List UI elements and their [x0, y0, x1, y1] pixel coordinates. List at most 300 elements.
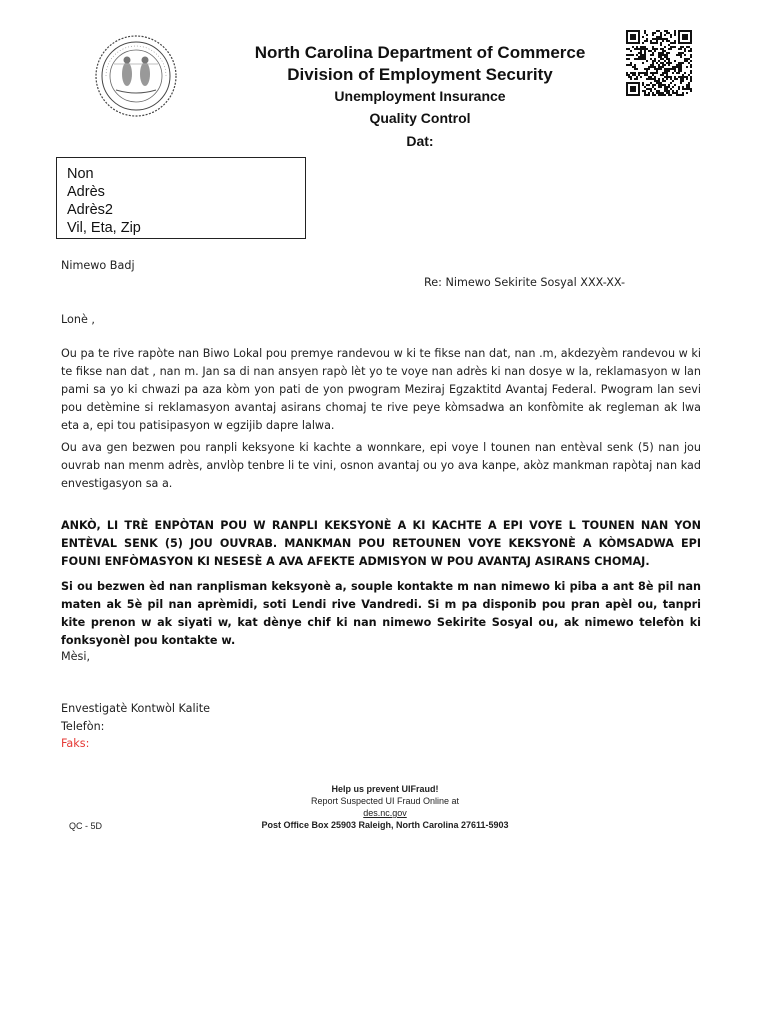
qr-module [654, 72, 656, 74]
qr-module [650, 76, 652, 78]
qr-module [654, 76, 656, 78]
qr-module [654, 68, 656, 70]
qr-module [662, 50, 664, 52]
qr-module [646, 70, 648, 72]
qr-module [674, 34, 676, 36]
qr-module [660, 94, 662, 96]
paragraph-questionnaire: Ou ava gen bezwen pou ranpli keksyone ki kachte a wonnkare, epi voye l tounen nan entèval senk (5) nan jou ouvrab nan menm adrès, anvlòp tenbre li te vini, osnon avantaj ou yo ava kanpe, akòz mankman rapòtaj nan kad envestigasyon sa a. [61, 441, 701, 490]
qr-module [690, 80, 692, 82]
qr-module [648, 68, 650, 70]
qr-module [662, 54, 664, 56]
qr-module [640, 52, 642, 54]
qr-module [676, 92, 678, 94]
qr-module [646, 94, 648, 96]
qr-module [630, 54, 632, 56]
qr-module [690, 70, 692, 72]
qr-module [660, 42, 662, 44]
qr-module [644, 54, 646, 56]
qr-module [656, 40, 658, 42]
qr-module [682, 88, 684, 90]
qr-module [658, 82, 660, 84]
qr-module [644, 92, 646, 94]
qr-module [650, 78, 652, 80]
qr-module [644, 94, 646, 96]
qr-module [686, 58, 688, 60]
qr-module [658, 66, 660, 68]
qr-module [652, 66, 654, 68]
qr-module [652, 64, 654, 66]
qr-module [678, 86, 680, 88]
qr-module [668, 76, 670, 78]
qr-module [656, 72, 658, 74]
qr-module [662, 64, 664, 66]
qr-module [636, 54, 638, 56]
qr-module [670, 48, 672, 50]
qr-module [646, 84, 648, 86]
qr-module [668, 84, 670, 86]
qr-module [662, 66, 664, 68]
qr-code [626, 30, 692, 96]
qr-module [664, 76, 666, 78]
qr-module [654, 32, 656, 34]
qr-module [674, 46, 676, 48]
qr-module [662, 74, 664, 76]
qr-module [664, 50, 666, 52]
qr-module [642, 58, 644, 60]
qr-module [670, 94, 672, 96]
qr-module [672, 90, 674, 92]
qr-module [658, 36, 660, 38]
qr-module [664, 86, 666, 88]
qr-module [668, 70, 670, 72]
qr-module [690, 60, 692, 62]
qr-module [640, 72, 642, 74]
qr-module [654, 38, 656, 40]
qr-module [652, 92, 654, 94]
qr-module [682, 94, 684, 96]
qr-module [640, 58, 642, 60]
qr-module [686, 78, 688, 80]
qr-module [668, 64, 670, 66]
qr-module [680, 54, 682, 56]
qr-module [646, 34, 648, 36]
qr-module [636, 68, 638, 70]
qr-module [680, 70, 682, 72]
qr-module [678, 48, 680, 50]
qr-module [644, 86, 646, 88]
paragraph-missed-appointment: Ou pa te rive rapòte nan Biwo Lokal pou premye randevou w ki te fikse nan dat, nan .m, akdezyèm randevou w ki te fikse nan dat , nan m. Jan sa di nan ansyen rapò lèt yo te voye nan adrès ki nan dosye w la, reklamasyon w lan pami sa yo ki chwazi pa aza kòm yon pati de yon pwogram Meziraj Egzaktitd Avantaj Federal. Pwogram lan sevi pou detèmine si reklamasyon avantaj asirans chomaj te rive peye kòmsadwa an konfòmite ak regleman ak lwa eta a, epi tou patisipasyon w egzijib dapre lalwa. [61, 347, 701, 432]
qr-module [686, 88, 688, 90]
qr-module [684, 60, 686, 62]
qr-module [644, 48, 646, 50]
qr-module [654, 94, 656, 96]
qr-module [660, 58, 662, 60]
qr-module [632, 74, 634, 76]
qr-module [642, 42, 644, 44]
qr-module [686, 92, 688, 94]
qr-module [650, 42, 652, 44]
qr-module [672, 80, 674, 82]
qr-module [644, 58, 646, 60]
qr-module [684, 48, 686, 50]
qr-module [654, 78, 656, 80]
qr-module [678, 76, 680, 78]
qr-module [656, 80, 658, 82]
qr-module [662, 80, 664, 82]
qr-module [690, 50, 692, 52]
qr-module [666, 72, 668, 74]
qr-module [686, 46, 688, 48]
qr-module [672, 72, 674, 74]
qr-module [656, 38, 658, 40]
qr-module [642, 54, 644, 56]
qr-module [648, 76, 650, 78]
phone-label: Telefòn: [61, 720, 105, 733]
qr-module [690, 76, 692, 78]
qr-module [652, 52, 654, 54]
qr-module [662, 84, 664, 86]
fax-label: Faks: [61, 737, 90, 750]
qr-module [654, 60, 656, 62]
qr-module [654, 58, 656, 60]
qr-module [674, 84, 676, 86]
qr-module [658, 38, 660, 40]
qr-module [648, 66, 650, 68]
qr-module [654, 84, 656, 86]
qr-module [650, 64, 652, 66]
signer-title: Envestigatè Kontwòl Kalite [61, 702, 211, 715]
qr-module [658, 94, 660, 96]
address-line-city: Vil, Eta, Zip [67, 220, 141, 236]
qr-module [660, 34, 662, 36]
fraud-report-text: Report Suspected UI Fraud Online at [310, 796, 460, 806]
qr-module [660, 54, 662, 56]
qr-module [634, 58, 636, 60]
qr-module [660, 66, 662, 68]
qr-module [658, 84, 660, 86]
qr-module [652, 84, 654, 86]
qr-module [682, 80, 684, 82]
qr-module [650, 82, 652, 84]
qr-module [666, 88, 668, 90]
qr-module [626, 74, 628, 76]
qr-module [674, 76, 676, 78]
qr-module [650, 90, 652, 92]
qr-module [682, 46, 684, 48]
qr-module [660, 44, 662, 46]
form-code: QC - 5D [69, 821, 103, 831]
qr-module [662, 48, 664, 50]
qr-module [680, 94, 682, 96]
qr-module [678, 52, 680, 54]
qr-module [664, 64, 666, 66]
qr-module [628, 76, 630, 78]
qr-module [674, 60, 676, 62]
mailing-address: Post Office Box 25903 Raleigh, North Carolina 27611-5903 [261, 820, 509, 830]
qr-module [670, 68, 672, 70]
qr-module [660, 52, 662, 54]
qr-module [652, 42, 654, 44]
qr-module [652, 60, 654, 62]
qr-module [690, 56, 692, 58]
qr-module [646, 78, 648, 80]
qr-module [658, 52, 660, 54]
qr-module [660, 82, 662, 84]
program-title: Unemployment Insurance [334, 88, 506, 104]
qr-module [666, 68, 668, 70]
qr-module [664, 70, 666, 72]
qr-module [642, 82, 644, 84]
qr-finder [630, 86, 636, 92]
qr-module [642, 62, 644, 64]
qr-module [654, 50, 656, 52]
qr-module [650, 54, 652, 56]
qr-module [668, 32, 670, 34]
qr-module [652, 32, 654, 34]
qr-module [626, 54, 628, 56]
qr-module [686, 60, 688, 62]
qr-module [634, 74, 636, 76]
qr-module [676, 94, 678, 96]
qr-module [644, 56, 646, 58]
qr-module [680, 62, 682, 64]
qr-module [680, 52, 682, 54]
qr-module [660, 86, 662, 88]
qr-module [652, 54, 654, 56]
qr-module [664, 54, 666, 56]
qr-module [680, 48, 682, 50]
qr-module [660, 32, 662, 34]
qr-module [650, 66, 652, 68]
qr-module [684, 76, 686, 78]
qr-module [662, 94, 664, 96]
qr-module [680, 64, 682, 66]
qr-module [660, 84, 662, 86]
qr-module [668, 60, 670, 62]
qr-module [644, 46, 646, 48]
qr-module [690, 64, 692, 66]
qr-module [670, 62, 672, 64]
qr-module [656, 42, 658, 44]
qr-module [674, 30, 676, 32]
qr-module [676, 72, 678, 74]
qr-module [674, 42, 676, 44]
qr-module [656, 70, 658, 72]
qr-module [648, 78, 650, 80]
qr-module [678, 64, 680, 66]
qr-module [668, 90, 670, 92]
qr-module [644, 74, 646, 76]
qr-module [662, 72, 664, 74]
qr-module [640, 46, 642, 48]
qr-module [678, 70, 680, 72]
qr-module [646, 38, 648, 40]
qr-module [690, 90, 692, 92]
qr-module [674, 70, 676, 72]
qr-module [680, 68, 682, 70]
qr-module [664, 88, 666, 90]
qr-module [630, 78, 632, 80]
qr-module [632, 54, 634, 56]
qr-module [644, 50, 646, 52]
qr-module [674, 78, 676, 80]
qr-module [630, 64, 632, 66]
qr-module [666, 56, 668, 58]
qr-module [626, 64, 628, 66]
qr-module [676, 66, 678, 68]
qr-module [650, 40, 652, 42]
qr-module [688, 84, 690, 86]
qr-module [644, 90, 646, 92]
qr-module [638, 58, 640, 60]
qr-module [662, 62, 664, 64]
ssn-reference: Re: Nimewo Sekirite Sosyal XXX-XX- [424, 276, 626, 289]
qr-module [684, 72, 686, 74]
qr-module [676, 78, 678, 80]
qr-module [644, 72, 646, 74]
qr-module [640, 50, 642, 52]
qr-module [666, 40, 668, 42]
contact-paragraph: Si ou bezwen èd nan ranplisman keksyonè a, souple kontakte m nan nimewo ki piba a ant 8è pil nan maten ak 5è pil nan aprèmidi, soti Lendi rive Vandredi. Si m pa disponib pou pran apèl ou, tanpri kite prenon w ak siyati w, kat dènye chif ki nan nimewo Sekirite Sosyal ou, ak nimewo telefòn ki fonksyonèl pou kontakte w. [61, 580, 701, 647]
qr-module [640, 76, 642, 78]
qr-module [628, 54, 630, 56]
qr-module [664, 38, 666, 40]
qr-module [678, 68, 680, 70]
qr-module [628, 58, 630, 60]
qr-module [652, 72, 654, 74]
qr-module [660, 36, 662, 38]
qr-module [670, 34, 672, 36]
qr-module [664, 84, 666, 86]
qr-module [684, 54, 686, 56]
qr-module [634, 48, 636, 50]
qr-module [666, 74, 668, 76]
qr-module [630, 76, 632, 78]
qr-module [646, 48, 648, 50]
qr-module [680, 46, 682, 48]
qr-module [640, 54, 642, 56]
qr-module [656, 36, 658, 38]
qr-module [656, 82, 658, 84]
date-label: Dat: [406, 133, 434, 149]
address-line-2: Adrès2 [67, 202, 113, 218]
qr-module [636, 46, 638, 48]
qr-module [664, 90, 666, 92]
qr-module [666, 78, 668, 80]
qr-module [638, 56, 640, 58]
qr-module [644, 32, 646, 34]
qr-module [646, 72, 648, 74]
qr-module [660, 68, 662, 70]
qr-module [634, 64, 636, 66]
qr-module [690, 66, 692, 68]
qr-module [690, 78, 692, 80]
qr-module [668, 58, 670, 60]
qr-module [644, 30, 646, 32]
qr-module [628, 64, 630, 66]
qr-module [634, 68, 636, 70]
qr-module [654, 42, 656, 44]
qr-module [644, 40, 646, 42]
qr-module [632, 66, 634, 68]
qr-module [656, 62, 658, 64]
qr-module [654, 88, 656, 90]
qr-module [678, 62, 680, 64]
qr-module [672, 92, 674, 94]
qr-module [684, 50, 686, 52]
qr-module [658, 68, 660, 70]
qr-module [670, 88, 672, 90]
qr-module [672, 68, 674, 70]
qr-module [660, 48, 662, 50]
section-title: Quality Control [369, 110, 471, 126]
qr-module [644, 68, 646, 70]
qr-module [662, 38, 664, 40]
qr-module [660, 56, 662, 58]
qr-module [662, 78, 664, 80]
qr-module [636, 78, 638, 80]
qr-module [650, 58, 652, 60]
qr-module [674, 66, 676, 68]
qr-module [688, 74, 690, 76]
qr-module [682, 62, 684, 64]
qr-module [636, 76, 638, 78]
qr-module [654, 80, 656, 82]
qr-module [656, 30, 658, 32]
qr-module [666, 62, 668, 64]
qr-module [658, 78, 660, 80]
qr-module [664, 30, 666, 32]
qr-module [670, 76, 672, 78]
badge-number-label: Nimewo Badj [61, 259, 135, 272]
qr-module [658, 90, 660, 92]
qr-module [678, 72, 680, 74]
qr-module [682, 52, 684, 54]
qr-module [650, 72, 652, 74]
recipient-address-box [56, 157, 306, 239]
qr-module [672, 66, 674, 68]
qr-module [680, 56, 682, 58]
qr-module [658, 92, 660, 94]
fraud-site-link[interactable]: des.nc.gov [363, 808, 407, 818]
qr-module [678, 54, 680, 56]
qr-module [642, 48, 644, 50]
qr-module [668, 44, 670, 46]
qr-module [634, 78, 636, 80]
qr-module [638, 72, 640, 74]
qr-module [654, 48, 656, 50]
fraud-headline: Help us prevent UIFraud! [331, 784, 439, 794]
qr-module [634, 66, 636, 68]
qr-module [666, 76, 668, 78]
qr-module [672, 46, 674, 48]
qr-module [666, 54, 668, 56]
qr-module [668, 48, 670, 50]
qr-module [656, 90, 658, 92]
qr-module [652, 38, 654, 40]
qr-module [678, 88, 680, 90]
qr-module [666, 70, 668, 72]
qr-module [650, 88, 652, 90]
qr-module [652, 46, 654, 48]
qr-module [664, 34, 666, 36]
qr-module [652, 62, 654, 64]
qr-module [652, 48, 654, 50]
qr-module [656, 92, 658, 94]
qr-module [676, 54, 678, 56]
qr-module [628, 74, 630, 76]
qr-module [666, 52, 668, 54]
